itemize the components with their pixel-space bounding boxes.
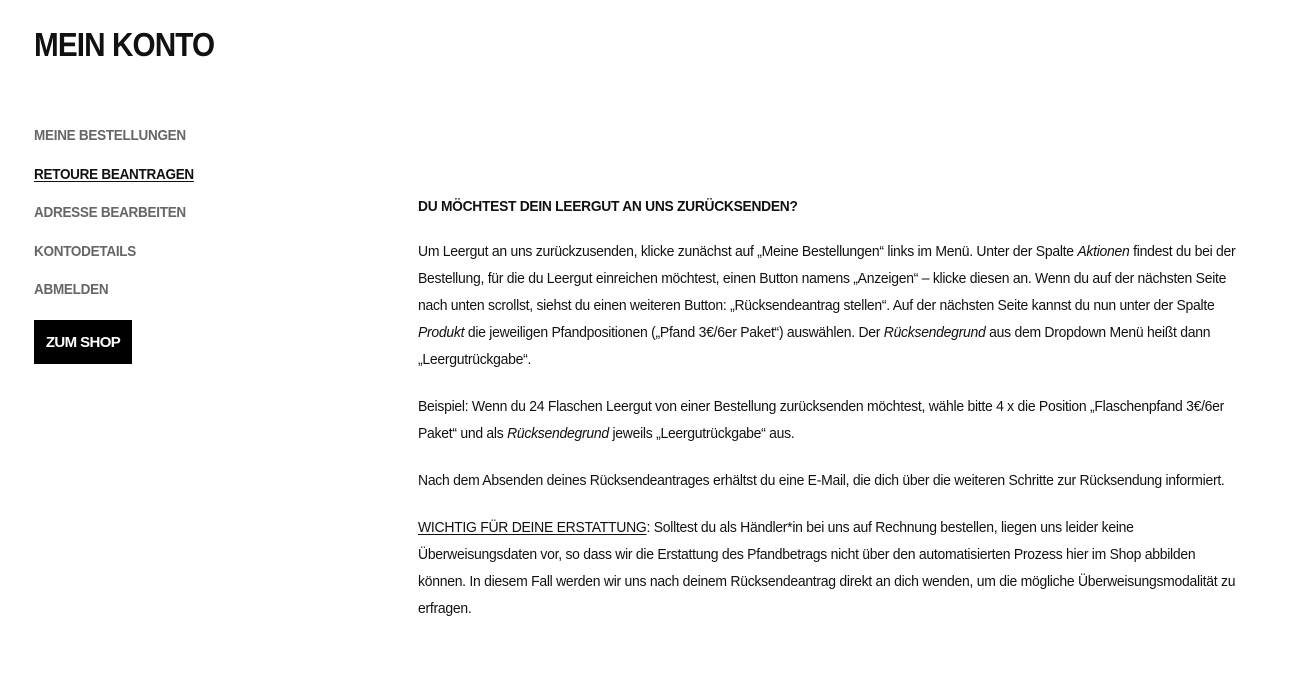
nav-item-abmelden[interactable]: ABMELDEN (34, 281, 109, 298)
content-body (418, 196, 1237, 622)
important-paragraph (418, 514, 1237, 622)
p1-aktionen: Aktionen (1077, 243, 1130, 260)
p1-produkt: Produkt (418, 324, 465, 341)
p4-text: : Solltest du als Händler*in bei uns auf Rechnung bestellen, liegen uns leider keine Überweisungsdaten vor, so dass wir die Erstattung des Pfandbetrags nicht über den automatisierten Prozess hier im Shop abbilden können. In diesem Fall werden wir uns nach deinem Rücksendeantrag direkt an dich wenden, um die mögliche Überweisungsmodalität zu erfragen. (418, 519, 1236, 617)
zum-shop-button[interactable]: ZUM SHOP (34, 320, 132, 364)
email-info-paragraph: Nach dem Absenden deines Rücksendeantrages erhältst du eine E-Mail, die dich über die weiteren Schritte zur Rücksendung informiert. (418, 472, 1225, 489)
p1-text-c: findest du bei der Bestellung, für die du Leergut einreichen möchtest, einen Button namens „Anzeigen“ – klicke diesen an. Wenn du auf der nächsten Seite nach unten scrollst, siehst du einen weiteren Button: „Rücksendeantrag stellen“. Auf der nächsten Seite kannst du nun unter der Spalte (418, 243, 1236, 314)
main-content (418, 196, 1258, 642)
nav-item-retoure-beantragen[interactable]: RETOURE BEANTRAGEN (34, 165, 194, 183)
p2-ruecksendegrund: Rücksendegrund (507, 425, 609, 442)
important-refund-link[interactable]: WICHTIG FÜR DEINE ERSTATTUNG (418, 519, 647, 536)
nav-item-meine-bestellungen[interactable]: MEINE BESTELLUNGEN (34, 127, 186, 144)
p1-text-e: die jeweiligen Pfandpositionen („Pfand 3€/6er Paket“) auswählen. Der (464, 324, 884, 341)
nav-item-adresse-bearbeiten[interactable]: ADRESSE BEARBEITEN (34, 204, 186, 221)
instructions-paragraph (418, 238, 1237, 373)
example-paragraph (418, 393, 1237, 447)
p1-ruecksendegrund: Rücksendegrund (883, 324, 986, 341)
p2-text-c: jeweils „Leergutrückgabe“ aus. (608, 425, 795, 442)
p2-text-a: Beispiel: Wenn du 24 Flaschen Leergut von einer Bestellung zurücksenden möchtest, wähle bitte 4 x die Position „Flaschenpfand 3€/6er Paket“ und als (418, 398, 1225, 442)
section-heading: DU MÖCHTEST DEIN LEERGUT AN UNS ZURÜCKSENDEN? (418, 198, 798, 215)
p1-text-a: Um Leergut an uns zurückzusenden, klicke zunächst auf „Meine Bestellungen“ links im Menü. Unter der Spalte (418, 243, 1078, 260)
page-title: MEIN KONTO (34, 26, 215, 63)
account-nav (34, 124, 294, 317)
nav-item-kontodetails[interactable]: KONTODETAILS (34, 242, 137, 260)
p1-text-g: aus dem Dropdown Menü heißt dann „Leergutrückgabe“. (418, 324, 1211, 368)
